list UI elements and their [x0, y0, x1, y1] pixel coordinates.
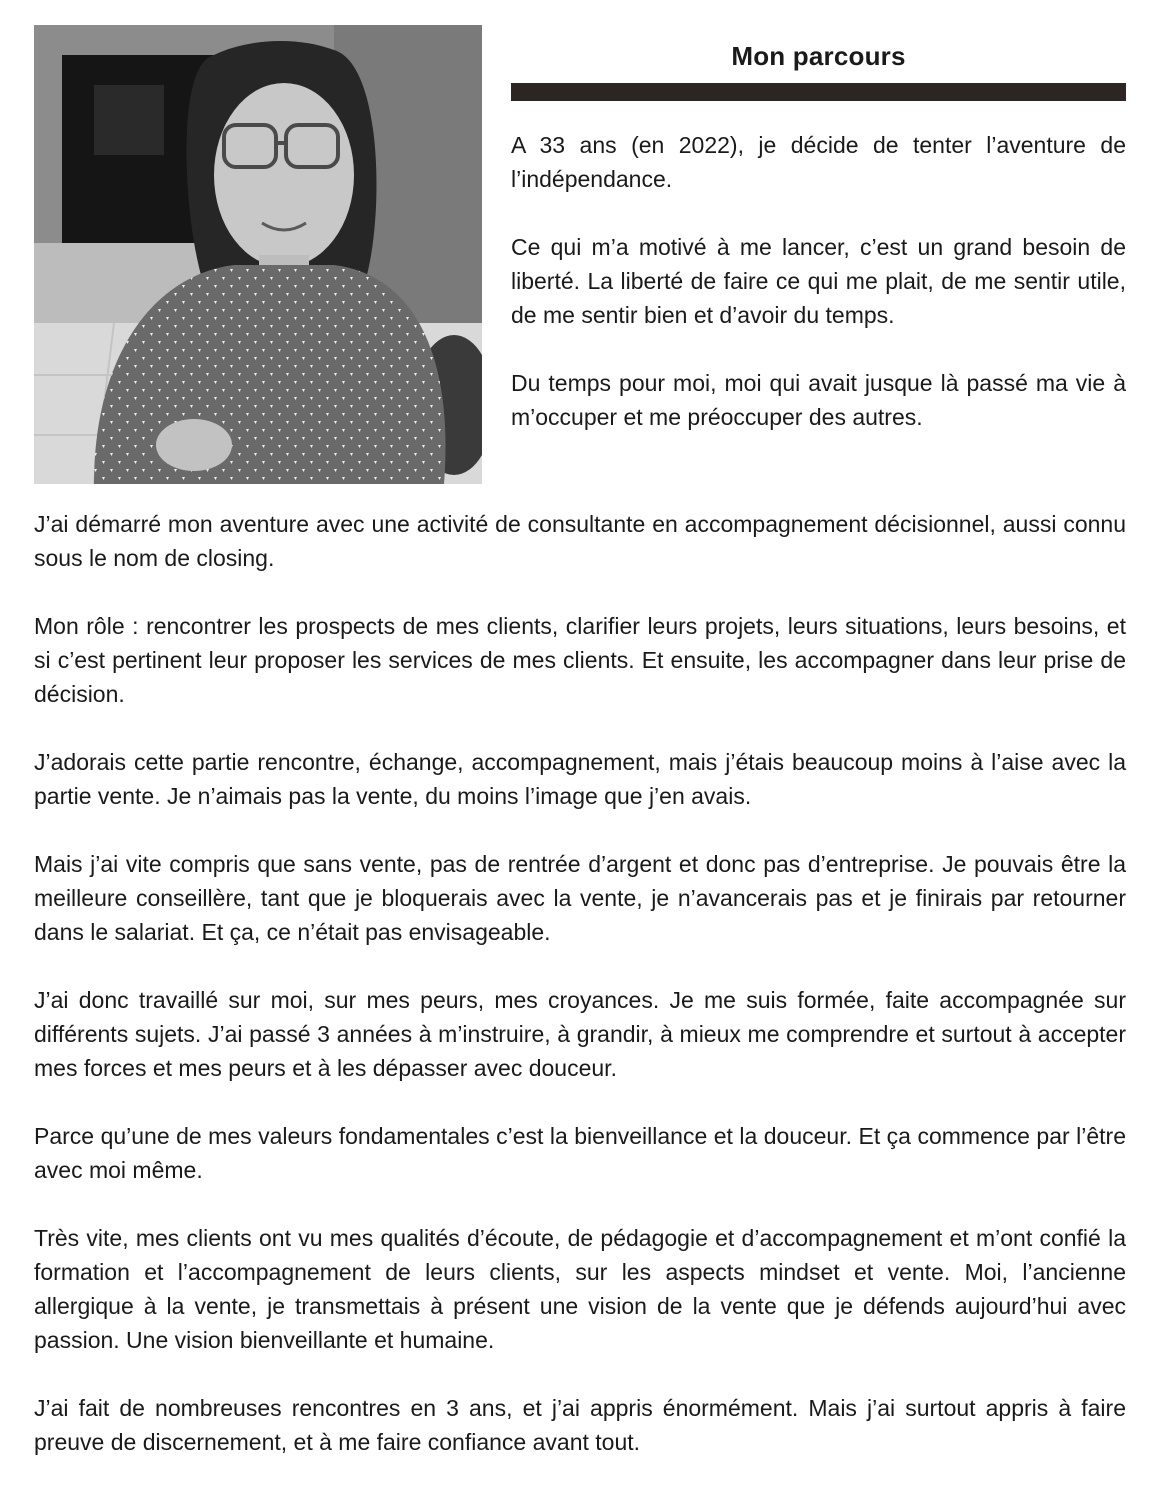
portrait-photo	[34, 25, 482, 484]
body-paragraph: Très vite, mes clients ont vu mes qualités d’écoute, de pédagogie et d’accompagnement et m’ont confié la formation et l’accompagnement de leurs clients, sur les aspects mindset et vente. Moi, l’ancienne allergique à la vente, je transmettais à présent une vision de la vente que je défends aujourd’hui avec passion. Une vision bienveillante et humaine.	[34, 1225, 1126, 1353]
body-paragraph: J’ai démarré mon aventure avec une activité de consultante en accompagnement décisionnel, aussi connu sous le nom de closing.	[34, 511, 1126, 571]
body-paragraph: J’adorais cette partie rencontre, échange, accompagnement, mais j’étais beaucoup moins à l’aise avec la partie vente. Je n’aimais pas la vente, du moins l’image que j’en avais.	[34, 749, 1126, 809]
title-divider	[511, 83, 1126, 101]
body-text	[34, 507, 1126, 1459]
body-paragraph: Mon rôle : rencontrer les prospects de mes clients, clarifier leurs projets, leurs situations, leurs besoins, et si c’est pertinent leur proposer les services de mes clients. Et ensuite, les accompagner dans leur prise de décision.	[34, 613, 1126, 707]
intro-text	[511, 128, 1126, 434]
intro-column	[511, 36, 1126, 434]
intro-paragraph: Ce qui m’a motivé à me lancer, c’est un grand besoin de liberté. La liberté de faire ce qui me plait, de me sentir utile, de me sentir bien et d’avoir du temps.	[511, 234, 1126, 328]
intro-paragraph: Du temps pour moi, moi qui avait jusque là passé ma vie à m’occuper et me préoccuper des autres.	[511, 370, 1126, 430]
body-paragraph: J’ai fait de nombreuses rencontres en 3 ans, et j’ai appris énormément. Mais j’ai surtout appris à faire preuve de discernement, et à me faire confiance avant tout.	[34, 1395, 1126, 1455]
body-paragraph: Parce qu’une de mes valeurs fondamentales c’est la bienveillance et la douceur. Et ça commence par l’être avec moi même.	[34, 1123, 1126, 1183]
body-paragraph: J’ai donc travaillé sur moi, sur mes peurs, mes croyances. Je me suis formée, faite accompagnée sur différents sujets. J’ai passé 3 années à m’instruire, à grandir, à mieux me comprendre et surtout à accepter mes forces et mes peurs et à les dépasser avec douceur.	[34, 987, 1126, 1081]
page-title: Mon parcours	[731, 41, 906, 71]
intro-paragraph: A 33 ans (en 2022), je décide de tenter l’aventure de l’indépendance.	[511, 132, 1126, 192]
body-paragraph: Mais j’ai vite compris que sans vente, pas de rentrée d’argent et donc pas d’entreprise. Je pouvais être la meilleure conseillère, tant que je bloquerais avec la vente, je n’avancerais pas et je finirais par retourner dans le salariat. Et ça, ce n’était pas envisageable.	[34, 851, 1126, 945]
portrait-icon	[34, 25, 482, 484]
